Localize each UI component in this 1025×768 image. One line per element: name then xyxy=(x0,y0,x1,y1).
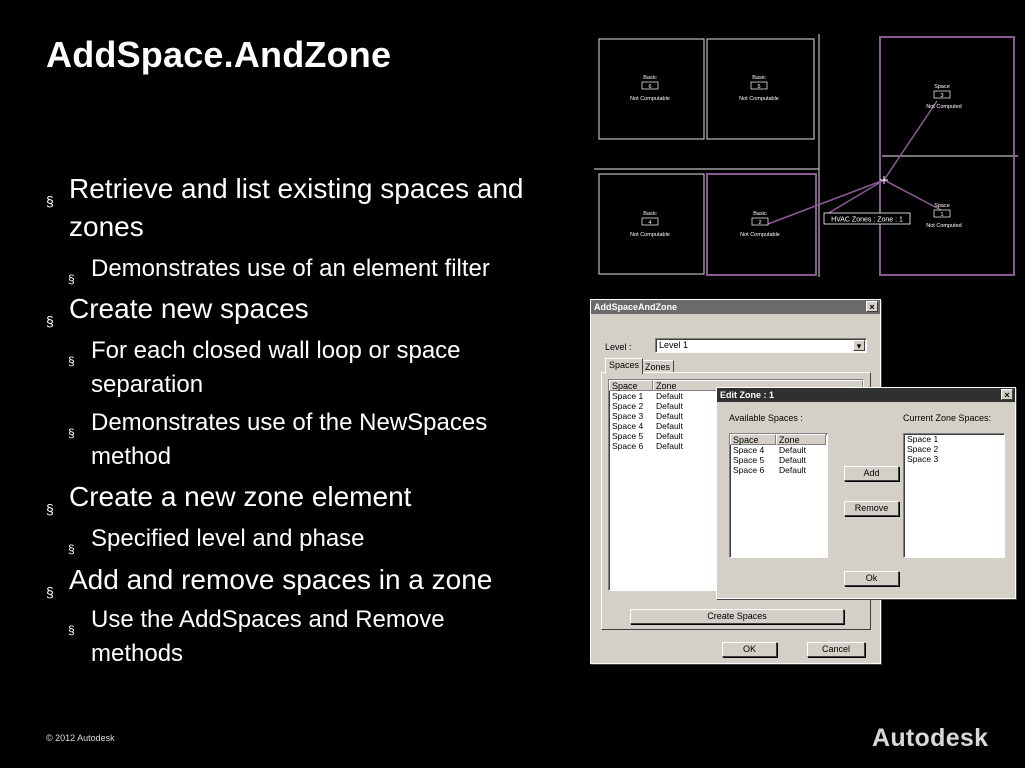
space-label: Space xyxy=(934,203,950,209)
bullet-mark: § xyxy=(68,272,75,286)
space-cell: Space 4 xyxy=(612,421,644,431)
current-zone-spaces-list[interactable] xyxy=(903,433,1005,558)
room-caption: Not Computable xyxy=(630,96,670,102)
room-number: 2 xyxy=(758,220,762,226)
zone-cell: Default xyxy=(779,465,806,475)
space-label: Space xyxy=(934,84,950,90)
ok-button[interactable]: Ok xyxy=(844,571,899,586)
zone-cell: Default xyxy=(656,401,683,411)
bullet-text: Create new spaces xyxy=(69,293,309,324)
sub-bullet-4-1 xyxy=(68,603,518,671)
space-cell: Space 3 xyxy=(612,411,644,421)
column-header-zone[interactable]: Zone xyxy=(653,380,863,391)
room-caption: Not Computable xyxy=(630,232,670,238)
bullet-text: Create a new zone element xyxy=(69,481,412,512)
dialog-title-bar xyxy=(591,300,880,314)
bullet-mark: § xyxy=(68,542,75,556)
level-select[interactable] xyxy=(655,338,867,353)
create-spaces-button[interactable]: Create Spaces xyxy=(630,609,844,624)
cancel-button[interactable]: Cancel xyxy=(807,642,865,657)
zone-cell: Default xyxy=(656,391,683,401)
column-header-space[interactable]: Space xyxy=(609,380,653,391)
list-item[interactable] xyxy=(904,444,1004,454)
bullet-text: Add and remove spaces in a zone xyxy=(69,564,493,595)
space-cell: Space 2 xyxy=(612,401,644,411)
sub-bullet-text: Demonstrates use of an element filter xyxy=(91,255,490,282)
space-cell: Space 6 xyxy=(612,441,644,451)
space-cell: Space 4 xyxy=(733,445,765,455)
close-icon[interactable]: × xyxy=(1001,389,1013,400)
dialog-title: AddSpaceAndZone xyxy=(594,302,678,312)
level-label: Level : xyxy=(605,342,632,352)
chevron-down-icon[interactable]: ▾ xyxy=(853,340,865,351)
zone-cell: Default xyxy=(656,421,683,431)
space-number: 3 xyxy=(940,93,944,99)
sub-bullet-text: Specified level and phase xyxy=(91,525,365,552)
room-label: Basic xyxy=(753,211,767,217)
table-row[interactable] xyxy=(730,455,827,465)
space-cell: Space 2 xyxy=(907,444,939,454)
remove-button[interactable]: Remove xyxy=(844,501,899,516)
bullet-mark: § xyxy=(68,623,75,637)
bullet-mark: § xyxy=(46,313,54,329)
space-number: 1 xyxy=(940,212,944,218)
bullet-mark: § xyxy=(68,354,75,368)
close-icon[interactable]: × xyxy=(866,301,878,312)
bullet-mark: § xyxy=(46,584,54,600)
zone-cell: Default xyxy=(779,455,806,465)
zone-cell: Default xyxy=(656,411,683,421)
bullet-mark: § xyxy=(46,501,54,517)
current-zone-spaces-label: Current Zone Spaces: xyxy=(903,413,992,423)
slide-title: AddSpace.AndZone xyxy=(46,34,392,75)
level-select-value: Level 1 xyxy=(659,340,689,350)
space-cell: Space 5 xyxy=(612,431,644,441)
list-item[interactable] xyxy=(904,454,1004,464)
bullet-text: Retrieve and list existing spaces and zones xyxy=(69,173,524,242)
room-number: 5 xyxy=(757,84,761,90)
autodesk-logo: Autodesk xyxy=(872,724,989,752)
room-label: Basic xyxy=(643,211,657,217)
available-list-header xyxy=(730,434,827,445)
room-label: Basic xyxy=(643,75,657,81)
bullet-2 xyxy=(46,290,566,328)
zone-cell: Default xyxy=(779,445,806,455)
bullet-1 xyxy=(46,170,566,246)
available-spaces-list[interactable] xyxy=(729,433,828,558)
room-number: 6 xyxy=(648,84,652,90)
bullet-mark: § xyxy=(46,193,54,209)
sub-bullet-3-1 xyxy=(68,522,568,556)
available-spaces-label: Available Spaces : xyxy=(729,413,803,423)
sub-bullet-text: For each closed wall loop or space separation xyxy=(91,337,461,398)
edit-zone-dialog xyxy=(716,387,1016,599)
table-row[interactable] xyxy=(730,445,827,455)
dialog-title-bar xyxy=(717,388,1015,402)
sub-bullet-1-1 xyxy=(68,252,568,286)
table-row[interactable] xyxy=(730,465,827,475)
sub-bullet-text: Demonstrates use of the NewSpaces method xyxy=(91,409,488,470)
bullet-3 xyxy=(46,478,566,516)
space-cell: Space 3 xyxy=(907,454,939,464)
space-caption: Not Computed xyxy=(926,104,962,110)
tab-spaces[interactable]: Spaces xyxy=(605,358,643,374)
room-caption: Not Computable xyxy=(739,96,779,102)
sub-bullet-text: Use the AddSpaces and Remove methods xyxy=(91,606,445,667)
sub-bullet-2-2 xyxy=(68,406,562,474)
list-item[interactable] xyxy=(904,434,1004,444)
add-button[interactable]: Add xyxy=(844,466,899,481)
dialog-title: Edit Zone : 1 xyxy=(720,390,774,400)
column-header-space[interactable]: Space xyxy=(730,434,776,445)
zone-cell: Default xyxy=(656,441,683,451)
sub-bullet-2-1 xyxy=(68,334,546,402)
zone-link-line xyxy=(827,101,937,214)
copyright: © 2012 Autodesk xyxy=(46,733,115,743)
tab-zones[interactable]: Zones xyxy=(641,360,674,373)
column-header-zone[interactable]: Zone xyxy=(776,434,826,445)
floor-plan-image xyxy=(594,34,1018,277)
space-cell: Space 1 xyxy=(907,434,939,444)
bullet-mark: § xyxy=(68,426,75,440)
space-caption: Not Computed xyxy=(926,223,962,229)
space-cell: Space 1 xyxy=(612,391,644,401)
zone-tag: HVAC Zones : Zone : 1 xyxy=(831,216,903,224)
zone-link-line xyxy=(884,180,941,210)
space-cell: Space 5 xyxy=(733,455,765,465)
room-caption: Not Computable xyxy=(740,232,780,238)
room-number: 4 xyxy=(648,220,652,226)
zone-cell: Default xyxy=(656,431,683,441)
room-label: Basic xyxy=(752,75,766,81)
ok-button[interactable]: OK xyxy=(722,642,777,657)
space-cell: Space 6 xyxy=(733,465,765,475)
bullet-4 xyxy=(46,561,566,599)
